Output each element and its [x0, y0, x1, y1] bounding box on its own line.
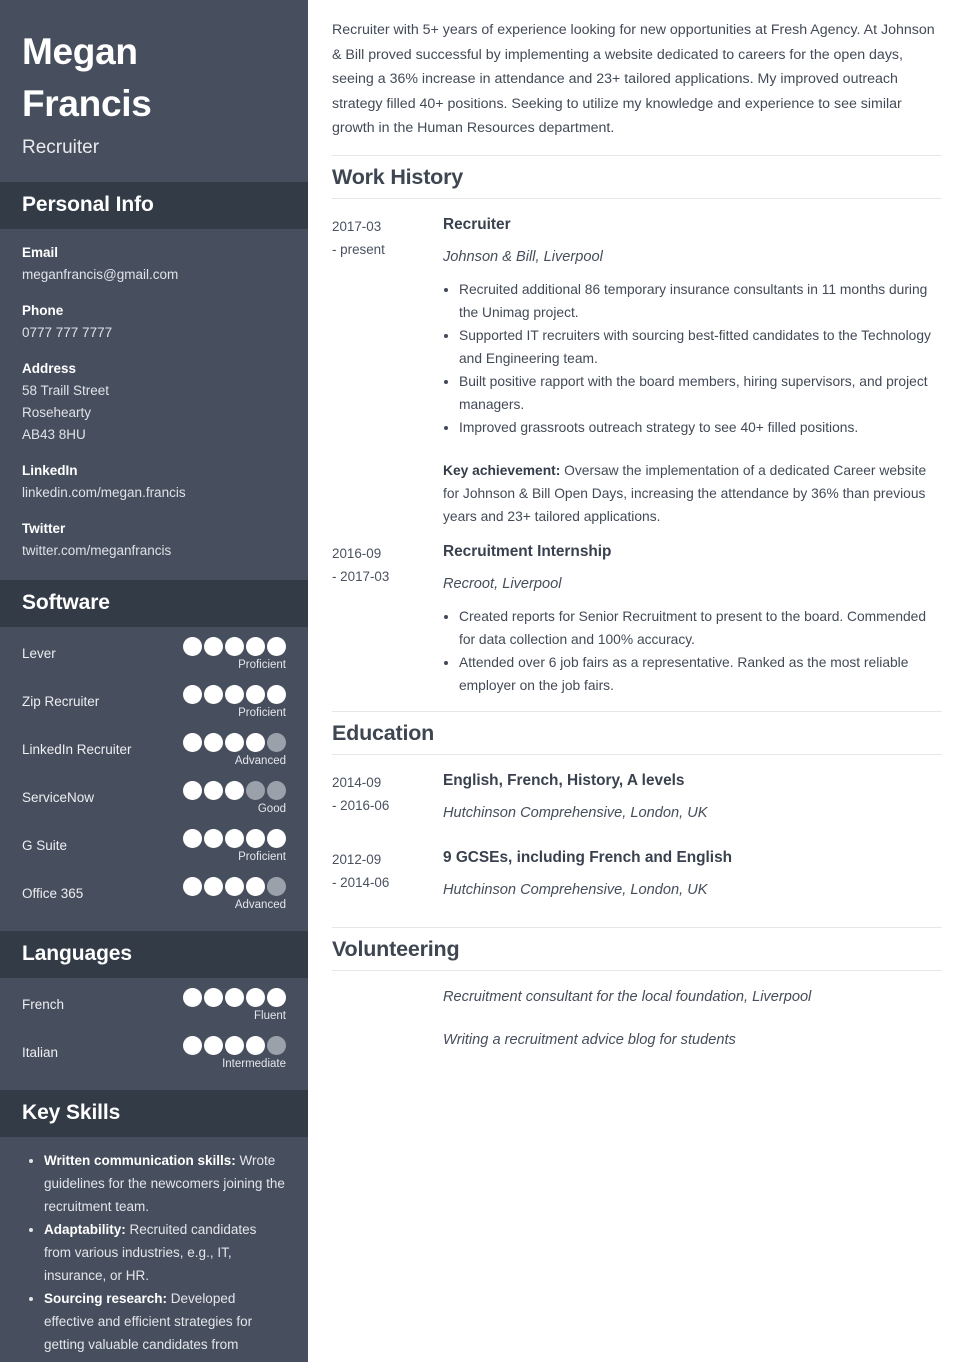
rating-row: [22, 685, 286, 725]
rating-value-group: [183, 988, 286, 1024]
sidebar-section-header-software: [0, 580, 308, 627]
personal-info-value[interactable]: 0777 777 7777: [22, 325, 113, 340]
rating-dot-filled: [267, 829, 286, 848]
rating-dot-filled: [246, 829, 265, 848]
rating-value-group: [183, 685, 286, 721]
rating-dot-empty: [267, 733, 286, 752]
entry-bullet: • Recruited additional 86 temporary insurance consultants in 11 months during the Unimag project.: [459, 278, 942, 324]
entry-title: English, French, History, A levels: [443, 771, 685, 789]
key-skills-list: [0, 1137, 308, 1362]
rating-dot-empty: [267, 1036, 286, 1055]
personal-info-item: [22, 243, 286, 286]
entry-date-to: - present: [332, 241, 385, 257]
rating-dot-filled: [246, 733, 265, 752]
sidebar: [0, 0, 308, 1362]
rating-row: [22, 988, 286, 1028]
rating-row: [22, 829, 286, 869]
rating-row: [22, 877, 286, 917]
rating-dots: [183, 733, 286, 752]
software-heading: Software: [22, 591, 110, 614]
rating-row: [22, 781, 286, 821]
rating-item-name: G Suite: [22, 838, 68, 853]
rating-dot-filled: [204, 1036, 223, 1055]
entry-date-to: - 2016-06: [332, 797, 390, 813]
entry-date-from: 2016-09: [332, 545, 382, 561]
entry-bullet: • Attended over 6 job fairs as a representative. Ranked as the most reliable employer on the job fairs.: [459, 651, 942, 697]
entry-body: [443, 540, 942, 697]
rating-dot-filled: [225, 685, 244, 704]
sidebar-section-header-languages: [0, 931, 308, 978]
rating-dot-filled: [225, 1036, 244, 1055]
personal-info-value[interactable]: 58 Traill Street: [22, 383, 110, 398]
sidebar-section-header-key-skills: [0, 1090, 308, 1137]
volunteering-text: Writing a recruitment advice blog for students: [443, 1031, 736, 1048]
rating-row: [22, 1036, 286, 1076]
candidate-first-name: Megan: [22, 31, 138, 72]
rating-dots: [183, 781, 286, 800]
section-header-work-history: [332, 155, 942, 199]
rating-dot-filled: [246, 637, 265, 656]
rating-level-label: Good: [257, 803, 286, 815]
key-skills-heading: Key Skills: [22, 1101, 121, 1124]
rating-value-group: [183, 637, 286, 673]
rating-value-group: [183, 1036, 286, 1072]
entry-bullet: • Created reports for Senior Recruitment to present to the board. Commended for data collection and 100% accuracy.: [459, 605, 942, 651]
rating-dots: [183, 637, 286, 656]
entry-bullet: • Improved grassroots outreach strategy to see 40+ filled positions.: [459, 416, 942, 439]
rating-dot-filled: [204, 685, 223, 704]
personal-info-value[interactable]: twitter.com/meganfrancis: [22, 543, 172, 558]
entry-title: 9 GCSEs, including French and English: [443, 848, 733, 866]
rating-dot-filled: [225, 733, 244, 752]
key-skill-item: [44, 1287, 286, 1356]
rating-dots: [183, 1036, 286, 1055]
key-skill-item: [44, 1218, 286, 1287]
rating-dot-filled: [183, 781, 202, 800]
key-skill-text: Wrote guidelines for the newcomers joining the recruitment team.: [44, 1153, 285, 1214]
candidate-last-name: Francis: [22, 83, 152, 124]
rating-dot-filled: [204, 877, 223, 896]
personal-info-label: Address: [22, 361, 77, 376]
entry-date-range: [332, 769, 443, 834]
entry-subtitle: Recroot, Liverpool: [443, 575, 562, 592]
rating-row: [22, 733, 286, 773]
key-skill-item: [44, 1149, 286, 1218]
rating-dot-filled: [183, 637, 202, 656]
rating-item-name: Italian: [22, 1045, 59, 1060]
key-skill-label: Written communication skills:: [44, 1153, 236, 1168]
languages-heading: Languages: [22, 942, 132, 965]
professional-summary: Recruiter with 5+ years of experience looking for new opportunities at Fresh Agency. At Johnson & Bill proved successful by implementing a website dedicated to careers for the open days, seeing a 36% increase in attendance and 23+ tailored applications. My improved outreach strategy filled 40+ positions. Seeking to utilize my knowledge and experience to see similar growth in the Human Resources department.: [332, 22, 935, 136]
entry-date-to: - 2017-03: [332, 568, 390, 584]
entry-date-from: 2017-03: [332, 218, 382, 234]
rating-dot-filled: [225, 781, 244, 800]
personal-info-item: [22, 301, 286, 344]
rating-dot-filled: [246, 988, 265, 1007]
rating-item-name: Office 365: [22, 886, 84, 901]
personal-info-value[interactable]: AB43 8HU: [22, 427, 86, 442]
entry-bullet-list: [443, 605, 942, 697]
rating-item-name: French: [22, 997, 65, 1012]
rating-dot-filled: [183, 685, 202, 704]
rating-dot-filled: [204, 988, 223, 1007]
entry-date-to: - 2014-06: [332, 874, 390, 890]
personal-info-label: Email: [22, 245, 59, 260]
rating-dot-filled: [204, 733, 223, 752]
software-rating-list: [0, 627, 308, 931]
entry-body: [443, 769, 942, 834]
entry-date-range: [332, 213, 443, 528]
sidebar-section-header-personal-info: [0, 182, 308, 229]
rating-dots: [183, 988, 286, 1007]
volunteering-heading: Volunteering: [332, 936, 460, 961]
volunteering-entry: [332, 1028, 942, 1052]
rating-dot-filled: [246, 877, 265, 896]
entry-body: [443, 213, 942, 528]
page-bottom-edge: [0, 1362, 966, 1366]
candidate-job-title: Recruiter: [22, 137, 100, 158]
key-skill-label: Adaptability:: [44, 1222, 126, 1237]
rating-level-label: Proficient: [238, 659, 286, 671]
rating-dot-filled: [267, 685, 286, 704]
rating-dot-filled: [204, 781, 223, 800]
entry-subtitle: Hutchinson Comprehensive, London, UK: [443, 881, 708, 898]
work-history-entries: [332, 213, 942, 697]
rating-dot-empty: [246, 781, 265, 800]
personal-info-value[interactable]: meganfrancis@gmail.com: [22, 267, 179, 282]
rating-dot-filled: [183, 829, 202, 848]
rating-dots: [183, 685, 286, 704]
rating-dot-filled: [225, 637, 244, 656]
timeline-entry: [332, 540, 942, 697]
entry-bullet-list: [443, 278, 942, 439]
rating-dot-filled: [246, 685, 265, 704]
work-history-heading: Work History: [332, 164, 464, 189]
entry-key-achievement-text: Oversaw the implementation of a dedicated Career website for Johnson & Bill Open Days, increasing the attendance by 36% than previous years and 23+ tailored applications.: [443, 462, 927, 524]
volunteering-date-spacer: [332, 985, 443, 1009]
personal-info-value[interactable]: Rosehearty: [22, 405, 92, 420]
entry-title: Recruiter: [443, 215, 511, 233]
entry-key-achievement-label: Key achievement:: [443, 462, 561, 478]
rating-value-group: [183, 733, 286, 769]
section-header-education: [332, 711, 942, 755]
rating-dot-filled: [204, 829, 223, 848]
key-skill-text: Recruited candidates from various industries, e.g., IT, insurance, or HR.: [44, 1222, 257, 1283]
education-entries: [332, 769, 942, 911]
entry-body: [443, 846, 942, 911]
rating-dot-empty: [267, 781, 286, 800]
rating-dot-filled: [267, 988, 286, 1007]
entry-bullet: • Built positive rapport with the board members, hiring supervisors, and project managers.: [459, 370, 942, 416]
rating-level-label: Advanced: [234, 899, 286, 911]
rating-item-name: Zip Recruiter: [22, 694, 100, 709]
personal-info-heading: Personal Info: [22, 193, 154, 216]
rating-dot-filled: [204, 637, 223, 656]
rating-level-label: Proficient: [238, 851, 286, 863]
volunteering-date-spacer: [332, 1028, 443, 1052]
entry-date-range: [332, 846, 443, 911]
rating-item-name: Lever: [22, 646, 56, 661]
volunteering-text: Recruitment consultant for the local foundation, Liverpool: [443, 988, 812, 1005]
personal-info-value[interactable]: linkedin.com/megan.francis: [22, 485, 186, 500]
rating-dot-filled: [225, 988, 244, 1007]
rating-dots: [183, 829, 286, 848]
rating-item-name: LinkedIn Recruiter: [22, 742, 132, 757]
volunteering-entries: [332, 985, 942, 1052]
languages-rating-list: [0, 978, 308, 1090]
section-header-volunteering: [332, 927, 942, 971]
candidate-name: [0, 0, 308, 130]
timeline-entry: [332, 213, 942, 528]
rating-dot-filled: [225, 829, 244, 848]
rating-value-group: [183, 781, 286, 817]
education-heading: Education: [332, 720, 435, 745]
personal-info-label: Twitter: [22, 521, 66, 536]
personal-info-item: [22, 359, 286, 446]
entry-date-from: 2012-09: [332, 851, 382, 867]
rating-level-label: Fluent: [254, 1010, 286, 1022]
personal-info-list: [0, 229, 308, 580]
timeline-entry: [332, 769, 942, 834]
rating-dot-filled: [183, 733, 202, 752]
key-skill-text: Developed effective and efficient strategies for getting valuable candidates from: [44, 1291, 253, 1352]
entry-key-achievement: [443, 459, 942, 528]
entry-subtitle: Hutchinson Comprehensive, London, UK: [443, 804, 708, 821]
rating-dot-filled: [225, 877, 244, 896]
rating-level-label: Intermediate: [222, 1058, 286, 1070]
rating-value-group: [183, 877, 286, 913]
volunteering-entry: [332, 985, 942, 1009]
timeline-entry: [332, 846, 942, 911]
personal-info-label: LinkedIn: [22, 463, 78, 478]
entry-bullet: • Supported IT recruiters with sourcing best-fitted candidates to the Technology and Engineering team.: [459, 324, 942, 370]
entry-subtitle: Johnson & Bill, Liverpool: [443, 248, 603, 265]
rating-dot-filled: [183, 1036, 202, 1055]
entry-date-from: 2014-09: [332, 774, 382, 790]
entry-title: Recruitment Internship: [443, 542, 612, 560]
key-skill-label: Sourcing research:: [44, 1291, 168, 1306]
entry-date-range: [332, 540, 443, 697]
rating-dots: [183, 877, 286, 896]
personal-info-item: [22, 461, 286, 504]
main-content: [308, 0, 966, 1362]
personal-info-label: Phone: [22, 303, 64, 318]
rating-dot-filled: [246, 1036, 265, 1055]
rating-level-label: Proficient: [238, 707, 286, 719]
rating-item-name: ServiceNow: [22, 790, 95, 805]
personal-info-item: [22, 519, 286, 562]
rating-value-group: [183, 829, 286, 865]
rating-level-label: Advanced: [234, 755, 286, 767]
rating-row: [22, 637, 286, 677]
rating-dot-empty: [267, 877, 286, 896]
rating-dot-filled: [183, 988, 202, 1007]
rating-dot-filled: [267, 637, 286, 656]
rating-dot-filled: [183, 877, 202, 896]
